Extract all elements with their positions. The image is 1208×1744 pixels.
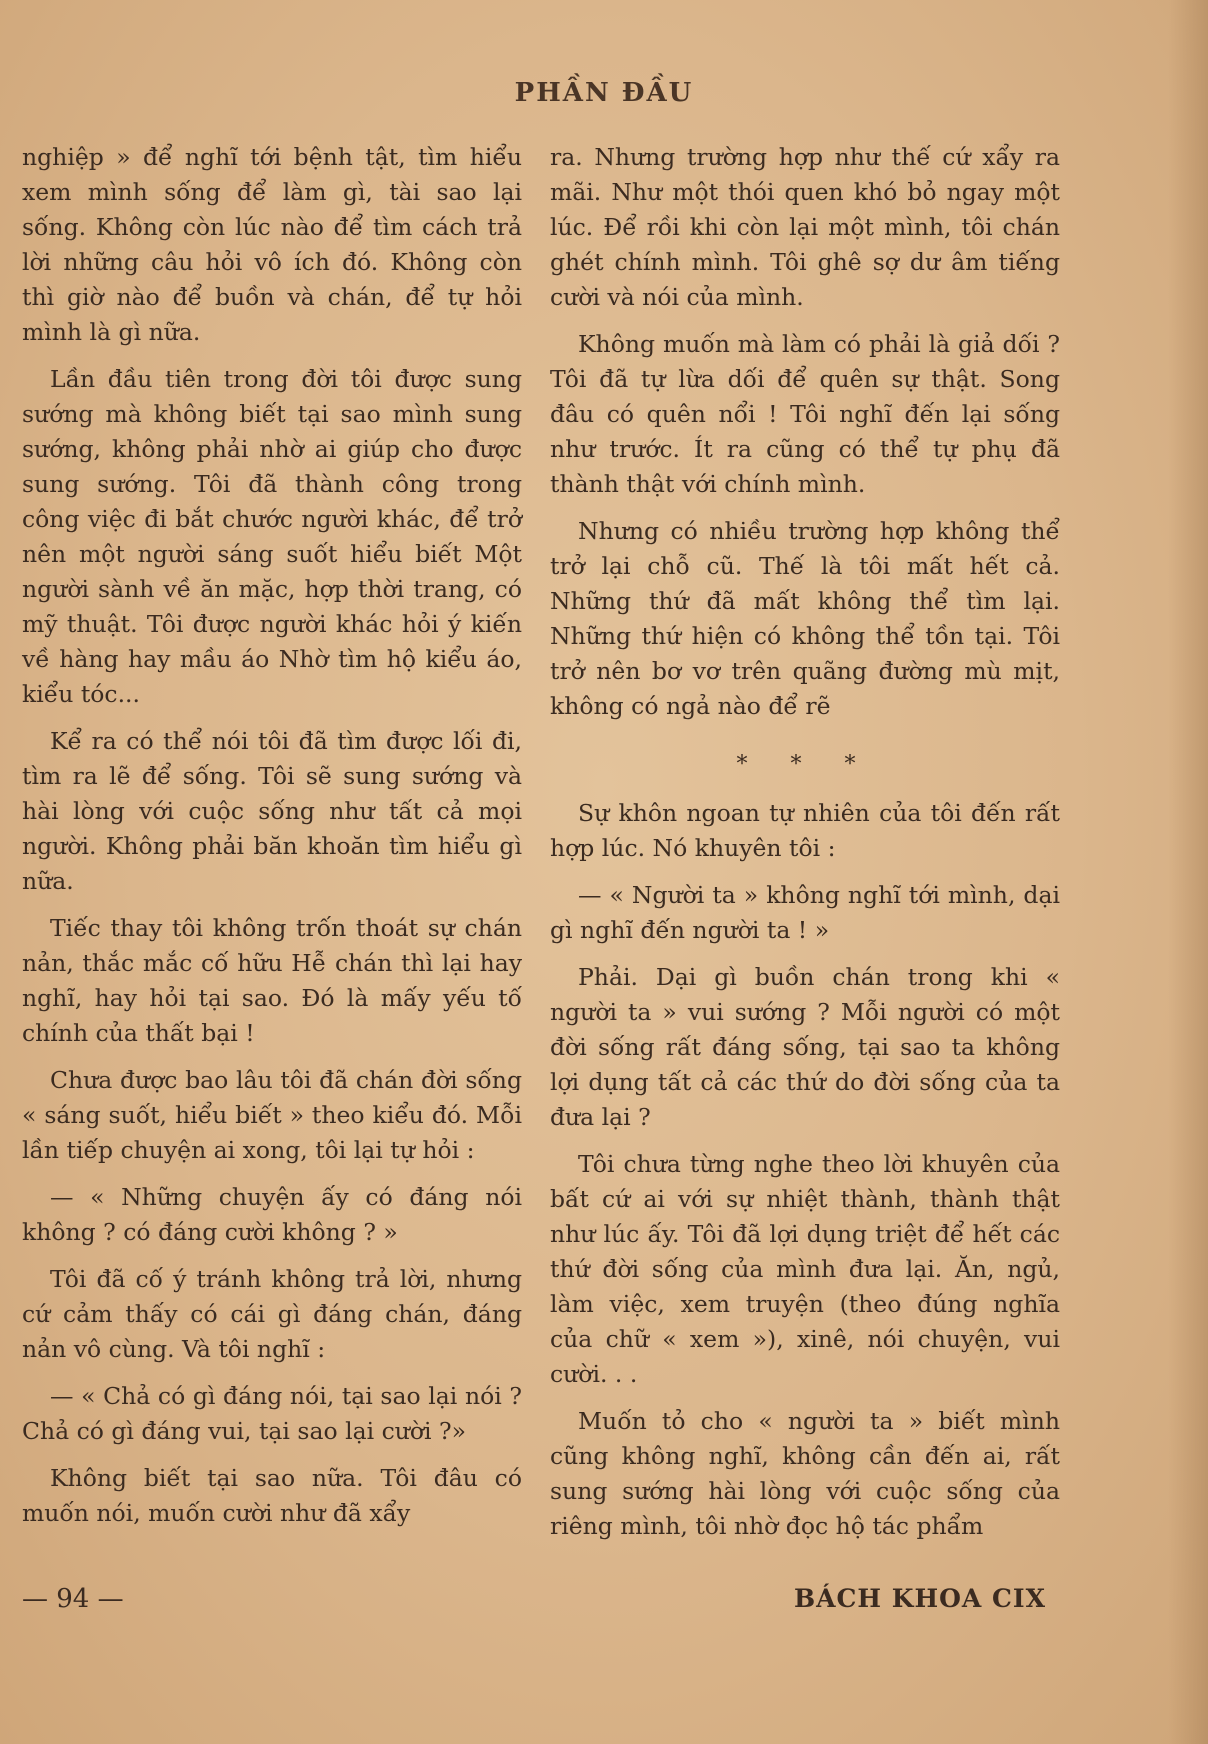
page-number: — 94 — xyxy=(22,1584,124,1614)
paragraph: Muốn tỏ cho « người ta » biết mình cũng không nghĩ, không cần đến ai, rất sung sướng hài lòng với cuộc sống của riêng mình, tôi nhờ đọc hộ tác phẩm xyxy=(550,1407,1060,1540)
paragraph: Tiếc thay tôi không trốn thoát sự chán nản, thắc mắc cố hữu Hễ chán thì lại hay nghĩ, hay hỏi tại sao. Đó là mấy yếu tố chính của thất bại ! xyxy=(22,914,522,1047)
paragraph: Kể ra có thể nói tôi đã tìm được lối đi, tìm ra lẽ để sống. Tôi sẽ sung sướng và hài lòng với cuộc sống như tất cả mọi người. Không phải băn khoăn tìm hiểu gì nữa. xyxy=(22,727,522,895)
paragraph: Tôi chưa từng nghe theo lời khuyên của bất cứ ai với sự nhiệt thành, thành thật như lúc ấy. Tôi đã lợi dụng triệt để hết các thứ đời sống của mình đưa lại. Ăn, ngủ, làm việc, xem truyện (theo đúng nghĩa của chữ « xem »), xinê, nói chuyện, vui cười. . . xyxy=(550,1150,1060,1388)
paragraph: Phải. Dại gì buồn chán trong khi « người ta » vui sướng ? Mỗi người có một đời sống rất đáng sống, tại sao ta không lợi dụng tất cả các thứ do đời sống của ta đưa lại ? xyxy=(550,963,1060,1131)
quote-paragraph: — « Chả có gì đáng nói, tại sao lại nói ? Chả có gì đáng vui, tại sao lại cười ?» xyxy=(22,1382,522,1445)
paragraph: Không biết tại sao nữa. Tôi đâu có muốn nói, muốn cười như đã xẩy xyxy=(22,1464,522,1527)
running-head: PHẦN ĐẦU xyxy=(514,78,694,108)
paragraph: nghiệp » để nghĩ tới bệnh tật, tìm hiểu xem mình sống để làm gì, tài sao lại sống. Không còn lúc nào để tìm cách trả lời những câu hỏi vô ích đó. Không còn thì giờ nào để buồn và chán, để tự hỏi mình là gì nữa. xyxy=(22,143,522,346)
section-break: * * * xyxy=(736,752,874,777)
right-column xyxy=(550,140,1060,1556)
paragraph: ra. Nhưng trường hợp như thế cứ xẩy ra mãi. Như một thói quen khó bỏ ngay một lúc. Để rồi khi còn lại một mình, tôi chán ghét chính mình. Tôi ghê sợ dư âm tiếng cười và nói của mình. xyxy=(550,143,1060,311)
left-column xyxy=(22,140,522,1543)
quote-paragraph: — « Những chuyện ấy có đáng nói không ? có đáng cười không ? » xyxy=(22,1183,522,1246)
paragraph: Nhưng có nhiều trường hợp không thể trở lại chỗ cũ. Thế là tôi mất hết cả. Những thứ đã mất không thể tìm lại. Những thứ hiện có không thể tồn tại. Tôi trở nên bơ vơ trên quãng đường mù mịt, không có ngả nào để rẽ xyxy=(550,517,1060,720)
quote-paragraph: — « Người ta » không nghĩ tới mình, dại gì nghĩ đến người ta ! » xyxy=(550,881,1060,944)
paragraph: Sự khôn ngoan tự nhiên của tôi đến rất hợp lúc. Nó khuyên tôi : xyxy=(550,799,1060,862)
paragraph: Lần đầu tiên trong đời tôi được sung sướng mà không biết tại sao mình sung sướng, không phải nhờ ai giúp cho được sung sướng. Tôi đã thành công trong công việc đi bắt chước người khác, để trở nên một người sáng suốt hiểu biết Một người sành về ăn mặc, hợp thời trang, có mỹ thuật. Tôi được người khác hỏi ý kiến về hàng hay mầu áo Nhờ tìm hộ kiểu áo, kiểu tóc... xyxy=(22,365,522,708)
paragraph: Chưa được bao lâu tôi đã chán đời sống « sáng suốt, hiểu biết » theo kiểu đó. Mỗi lần tiếp chuyện ai xong, tôi lại tự hỏi : xyxy=(22,1066,522,1164)
magazine-title: BÁCH KHOA CIX xyxy=(794,1584,1046,1613)
paragraph: Không muốn mà làm có phải là giả dối ? Tôi đã tự lừa dối để quên sự thật. Song đâu có quên nổi ! Tôi nghĩ đến lại sống như trước. Ít ra cũng có thể tự phụ đã thành thật với chính mình. xyxy=(550,330,1060,498)
paragraph: Tôi đã cố ý tránh không trả lời, nhưng cứ cảm thấy có cái gì đáng chán, đáng nản vô cùng. Và tôi nghĩ : xyxy=(22,1265,522,1363)
